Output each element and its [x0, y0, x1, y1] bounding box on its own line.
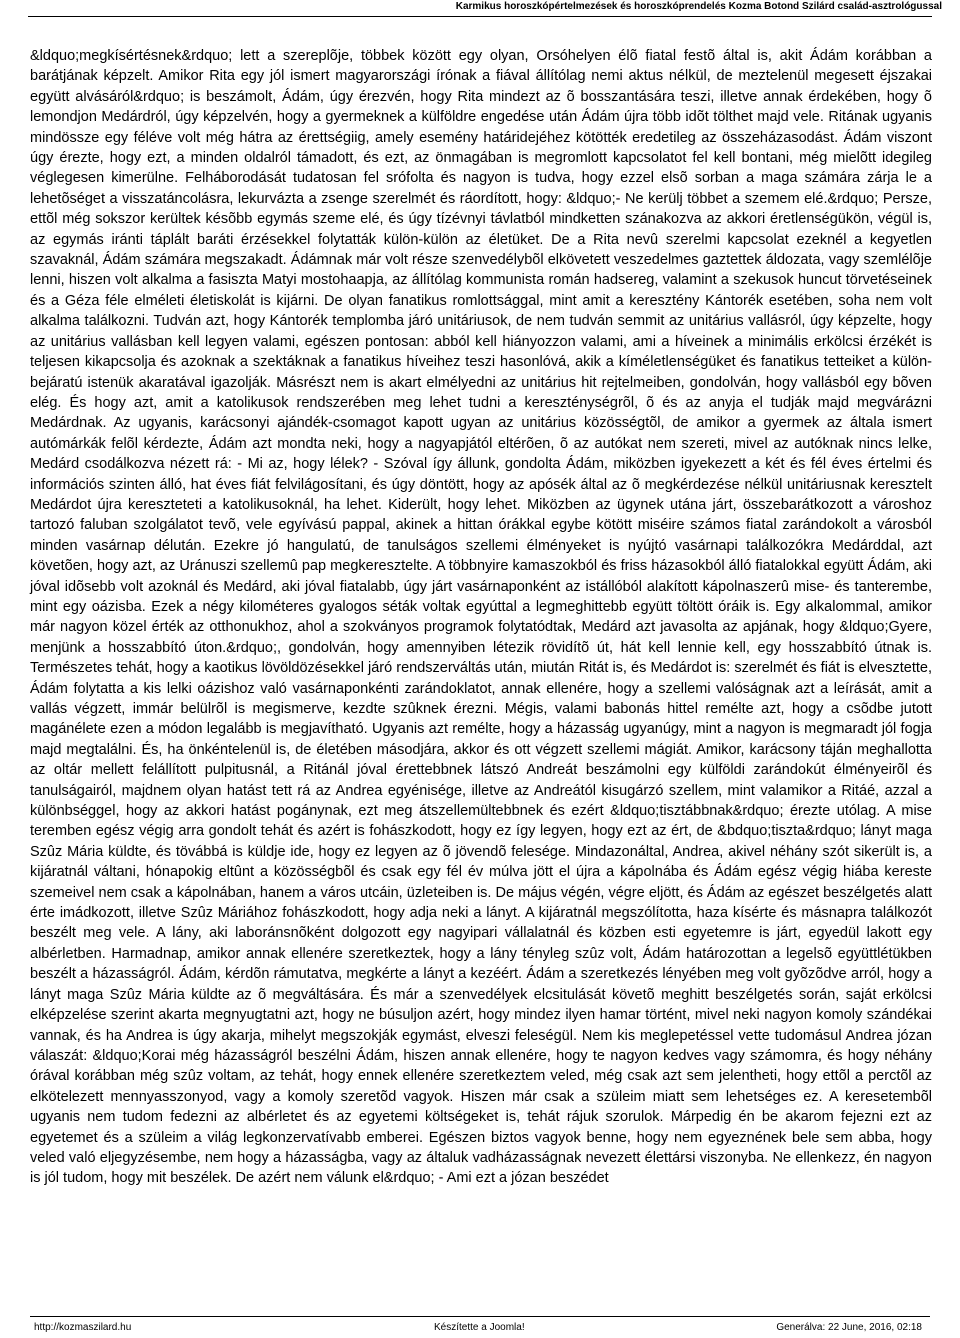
footer-credit: Készítette a Joomla!	[434, 1322, 525, 1333]
footer-divider	[30, 1316, 930, 1317]
page-header	[0, 0, 960, 16]
site-title: Karmikus horoszkópértelmezések és horoszkóprendelés Kozma Botond Szilárd család-asztrológussal	[455, 1, 942, 12]
article-paragraph: &ldquo;megkísértésnek&rdquo; lett a szereplõje, többek között egy olyan, Orsóhelyen élõ fiatal festõ által is, akit Ádám korábban a barátjának képzelt. Amikor Rita egy jól ismert magyarországi írónak a fiával állítólag nemi aktus nélkül, de meztelenül megesett éjszakai együtt alvásáról&rdquo; is beszámolt, Ádám, úgy érezvén, hogy Rita mindezt az õ bosszantására teszi, illetve annak érdekében, hogy õ lemondjon Medárdról, úgy képzelvén, hogy a gyermeknek a külföldre engedése után Ádám újra több idõt tölthet majd vele. Ritának ugyanis mindössze egy féléve volt még hátra az érettségiig, amely esemény határidejéhez kötötték eredetileg az összeházasodást. Ádám viszont úgy érezte, hogy ezt, a minden oldalról támadott, és ezt, az önmagában is megromlott kapcsolatot fel kell bontani, még mielõtt idegileg véglegesen kimerülne. Felháborodását tudatosan fel srófolta és nagyon is tudva, hogy ezzel elsõ sorban a maga számára zárja le a lehetõséget a visszatáncolásra, lekurvázta a zsenge szerelmét és ráordított, hogy: &ldquo;- Ne kerülj többet a szemem elé.&rdquo; Persze, ettõl még sokszor kerültek késõbb egymás szeme elé, és úgy tízévnyi távlatból mindketten szánakozva az akkori éretlenségükön, végül is, az egymás iránti táplált baráti érzésekkel folytatták külön-külön az életüket. De a Rita nevû szerelmi kapcsolat ezeknél a kegyetlen szavaknál, Ádám számára megszakadt. Ádámnak már volt része szenvedélybõl elkövetett veszedelmes gaztettek áldozata, vagy szemlélõje lenni, hiszen volt alkalma a fasiszta Matyi mostohaapja, az állítólag kommunista román hadsereg, valamint a szekusok huncut törvetéseinek és a Géza féle elméleti életiskolát is kijárni. De olyan fanatikus romlottsággal, mint amit a keresztény Kántorék esetében, soha nem volt alkalma találkozni. Tudván azt, hogy Kántorék templomba járó unitáriusok, de nem tudván semmit az unitárius vallásról, úgy képzelte, hogy az unitárius vallásban kell legyen valami, egészen pontosan: abból kell hiányozzon valami, ami a híveinek a minimális erkölcsi érzékét is teljesen kikapcsolja és azoknak a szektáknak a fanatikus híveihez teszi hasonlóvá, akik a kíméletlenségüket és fanatikus tetteiket a külön-bejáratú istenük akaratával igazolják. Másrészt nem is akart elmélyedni az unitárius hit rejtelmeiben, gondolván, hogy vallásból egy bõven elég. És hogy azt, amit a katolikusok rendszerében meg lehet tudni a kereszténységrõl, õ és az anyja el tudják majd megvárázni Medárdnak. Az ugyanis, karácsonyi ajándék-csomagot kapott ugyan az unitárius közösségtõl, de amikor a gyermek az általa ismert autómárkák felõl kérdezte, Ádám azt mondta neki, hogy a nagyapjától eltérõen, õ az autókat nem szereti, mivel az autóknak nincs lelke, Medárd csodálkozva nézett rá: - Mi az, hogy lélek? - Szóval így állunk, gondolta Ádám, miközben igyekezett a két és fél éves értelmi és információs szinten álló, hat éves fiát felvilágosítani, és úgy döntött, hogy az apósék által az õ megkérdezése nélkül unitáriusnak keresztelt Medárdot újra kereszteteti a katolikusoknál, ha lehet. Kiderült, hogy lehet. Miközben az ügynek utána járt, összebarátkozott a városhoz tartozó faluban szolgálatot tevõ, vele egyívású pappal, akinek a hittan órákkal egybe kötött miséire számos fiatal zarándokolt a városból minden vasárnap délután. Ezekre jó hangulatú, de tanulságos szellemi élményeket is nyújtó vasárnapi találkozókra Medárddal, azt követõen, hogy azt, az Uránuszi szellemû pap megkeresztelte. A többnyire kamaszokból és friss házasokból álló fiatalokkal együtt Ádám, aki jóval idõsebb volt azoknál és Medárd, aki jóval fiatalabb, úgy járt vasárnaponként az istállóból alakított kápolnaszerû mise- és tanterembe, mint egy oázisba. Ezek a négy kilométeres gyalogos séták voltak egyúttal a legmeghittebb együtt töltött óráik is. Egy alkalommal, amikor már nagyon közel érték az otthonukhoz, ahol a szokványos programok folytatódtak, Medárd azt javasolta az apjának, hogy &ldquo;Gyere, menjünk a hosszabbító úton.&rdquo;, gondolván, hogy amennyiben létezik rövidítõ út, hát kell lennie kell, egy hosszabbító útnak is. Természetes tehát, hogy a kaotikus lövöldözésekkel járó rendszerváltás után, miután Ritát is, és Medárdot is: szerelmét és fiát is elvesztette, Ádám folytatta a kis lelki oázishoz való vasárnaponkénti zarándoklatot, annak ellenére, hogy a szellemi valóságnak azt a leírását, amit a vallás végzett, immár belülrõl is megismerve, kezdte szûknek érezni. Mégis, valami babonás hittel remélte azt, hogy a csõdbe jutott magánélete ezen a módon legalább is megjavítható. Ugyanis azt remélte, hogy a házasság ugyanúgy, mint a nagyon is megmaradt jól fogja majd megtalálni. És, ha önkéntelenül is, de életében másodjára, akkor és ott végzett szellemi mágiát. Amikor, karácsony táján meghallotta az oltár mellett felállított pulpitusnál, a Ritánál jóval érettebbnek látszó Andreát beszámolni egy külföldi zarándokút élményeirõl és tanulságairól, majdnem olyan hatást tett rá az Andrea egyénisége, illetve az Andreától kisugárzó szellem, mint valamikor a Ritáé, azzal a különbséggel, hogy az akkori hatást pogánynak, ezt meg átszellemültebbnek és ezért &ldquo;tisztábbnak&rdquo; érezte utólag. A mise teremben egész végig arra gondolt tehát és azért is fohászkodott, hogy ez így legyen, hogy ezt az ért, de &bdquo;tiszta&rdquo; lányt maga Szûz Mária küldte, és tövábbá is küldje ide, hogy ez legyen az õ jövendõ felesége. Mindazonáltal, Andrea, akivel néhány szót sikerült is, a kijáratnál váltani, hónapokig eltûnt a közösségbõl és csak egy fél év múlva jött el újra a kápolnába és Ádám egész végig hiába kereste szemeivel nem csak a kápolnában, hanem a város utcáin, üzleteiben is. De május végén, végre eljött, és Ádám az egészet beszélgetés alatt érte imádkozott, illetve Szûz Máriához fohászkodott, hogy adja neki a lányt. A kijáratnál megszólította, haza kísérte és másnapra találkozót beszélt meg vele. A lány, aki laboránsnõként dolgozott egy nagyipari vállalatnál és közben esti egyetemre is járt, egyedül lakott egy albérletben. Harmadnap, amikor annak ellenére szeretkeztek, hogy a lány tényleg szûz volt, Ádám határozottan a legelsõ együttlétükben beszélt a házasságról. Ádám, kérdõn rámutatva, megkérte a lányt a kezéért. Ádám a szeretkezés lényében meg volt gyõzõdve arról, hogy a lányt maga Szûz Mária küldte az õ megváltására. És már a szenvedélyek elcsitulását követõ meghitt beszélgetés során, saját erkölcsi elképzelése szerint akarta megnyugtatni azt, hogy ne búsuljon azért, hogy mindez ilyen hamar történt, mivel neki nagyon komoly szándékai vannak, és ha Andrea is úgy akarja, mihelyt megszokják egymást, elveszi feleségül. Nem kis meglepetéssel vette tudomásul Andrea józan válaszát: &ldquo;Korai még házasságról beszélni Ádám, hiszen annak ellenére, hogy te nagyon kedves vagy számomra, és hogy néhány órával korábban még szûz voltam, az tehát, hogy ennek ellenére szeretkeztem veled, még csak azt sem jelentheti, hogy ettõl a perctõl az elkötelezett mennyasszonyod, vagy a komoly szeretõd vagyok. Hiszen már csak a szüleim miatt sem lehetséges ez. A keresetembõl ugyanis nem tudom fedezni az albérletet és az egyetemi költségeket is, tehát rájuk szorulok. Márpedig én be akarom fejezni ezt az egyetemet és a szüleim a világ legkonzervatívabb emberei. Egészen biztos vagyok benne, hogy nem egyeznének bele sem abba, hogy veled való eljegyzésembe, nem hogy a házasságba, vagy az általuk vadházasságnak nevezett élettársi viszonyba. Ne ellenkezz, én nagyon is jól tudom, hogy mit beszélek. De azért nem válunk el&rdquo; - Ami ezt a józan beszédet	[30, 48, 932, 1187]
page-footer	[30, 1316, 930, 1336]
footer-generated-date: Generálva: 22 June, 2016, 02:18	[776, 1322, 922, 1333]
header-divider	[28, 16, 932, 17]
article-body	[30, 46, 932, 1189]
footer-url-link[interactable]: http://kozmaszilard.hu	[34, 1322, 132, 1333]
